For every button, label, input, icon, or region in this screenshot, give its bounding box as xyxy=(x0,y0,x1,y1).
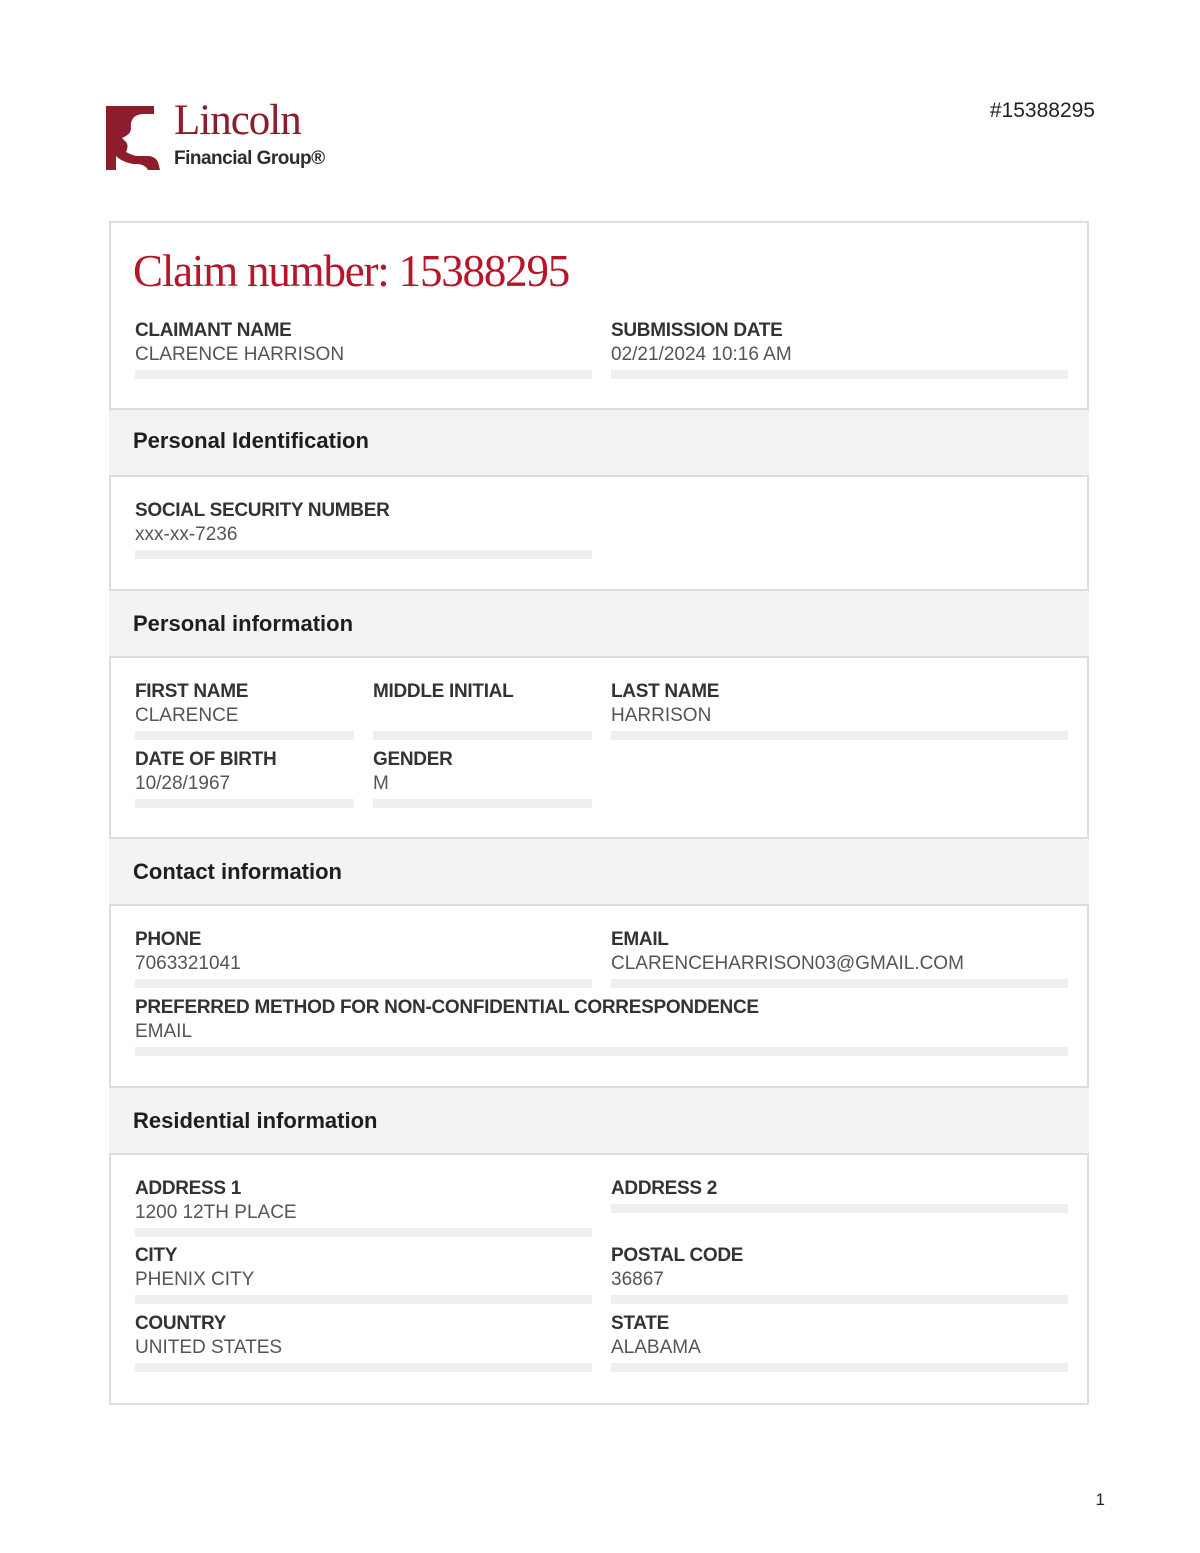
middle-initial-field xyxy=(373,680,592,740)
field-label: MIDDLE INITIAL xyxy=(373,681,514,702)
gender-field xyxy=(373,748,592,808)
address1-field xyxy=(135,1177,592,1237)
field-underline xyxy=(135,979,592,988)
date-of-birth-field xyxy=(135,748,354,808)
field-value: M xyxy=(373,773,389,794)
section-header-personal-identification xyxy=(109,410,1089,475)
field-label: DATE OF BIRTH xyxy=(135,749,277,770)
field-label: STATE xyxy=(611,1313,669,1334)
submission-date-field xyxy=(611,319,1068,379)
field-label: COUNTRY xyxy=(135,1313,227,1334)
field-underline xyxy=(135,550,592,559)
logo-wordmark: Lincoln xyxy=(174,97,301,144)
field-underline xyxy=(611,731,1068,740)
field-underline xyxy=(135,731,354,740)
field-underline xyxy=(135,799,354,808)
logo-subtitle: Financial Group® xyxy=(174,148,325,169)
section-header-contact-information xyxy=(109,839,1089,904)
field-label: PHONE xyxy=(135,929,202,950)
personal-information-card xyxy=(109,656,1089,839)
first-name-field xyxy=(135,680,354,740)
field-label: CLAIMANT NAME xyxy=(135,320,292,341)
document-id: #15388295 xyxy=(989,99,1095,122)
last-name-field xyxy=(611,680,1068,740)
field-underline xyxy=(135,1363,592,1372)
residential-information-card xyxy=(109,1153,1089,1405)
field-value: CLARENCE xyxy=(135,705,239,726)
field-value: 10/28/1967 xyxy=(135,773,231,794)
field-label: SOCIAL SECURITY NUMBER xyxy=(135,500,390,521)
field-underline xyxy=(611,1363,1068,1372)
field-value: EMAIL xyxy=(135,1021,193,1042)
field-value: CLARENCE HARRISON xyxy=(135,344,345,365)
field-value: HARRISON xyxy=(611,705,712,726)
field-label: FIRST NAME xyxy=(135,681,249,702)
claimant-name-field xyxy=(135,319,592,379)
email-field xyxy=(611,928,1068,988)
field-underline xyxy=(135,1295,592,1304)
field-label: CITY xyxy=(135,1245,178,1266)
field-label: SUBMISSION DATE xyxy=(611,320,783,341)
field-label: EMAIL xyxy=(611,929,669,950)
field-underline xyxy=(135,1228,592,1237)
claim-number-title: Claim number: 15388295 xyxy=(133,246,570,296)
field-value: 1200 12TH PLACE xyxy=(135,1202,297,1223)
section-title: Personal Identification xyxy=(133,428,369,453)
city-field xyxy=(135,1244,592,1304)
field-value: 02/21/2024 10:16 AM xyxy=(611,344,792,365)
section-header-residential-information xyxy=(109,1088,1089,1153)
field-underline xyxy=(611,979,1068,988)
field-value: 7063321041 xyxy=(135,953,241,974)
field-value: CLARENCEHARRISON03@GMAIL.COM xyxy=(611,953,964,974)
field-underline xyxy=(611,1295,1068,1304)
ssn-field xyxy=(135,499,592,559)
field-value: PHENIX CITY xyxy=(135,1269,255,1290)
field-label: ADDRESS 2 xyxy=(611,1178,718,1199)
claim-summary-card xyxy=(109,221,1089,410)
field-label: PREFERRED METHOD FOR NON-CONFIDENTIAL CORRESPONDENCE xyxy=(135,997,759,1018)
phone-field xyxy=(135,928,592,988)
field-underline xyxy=(373,799,592,808)
field-label: ADDRESS 1 xyxy=(135,1178,242,1199)
section-title: Personal information xyxy=(133,611,354,636)
lincoln-profile-icon xyxy=(104,102,166,170)
contact-information-card xyxy=(109,904,1089,1088)
personal-identification-card xyxy=(109,475,1089,591)
field-underline xyxy=(373,731,592,740)
field-value: UNITED STATES xyxy=(135,1337,283,1358)
country-field xyxy=(135,1312,592,1372)
address2-field xyxy=(611,1177,1068,1213)
field-value: xxx-xx-7236 xyxy=(135,524,238,545)
field-value: ALABAMA xyxy=(611,1337,701,1358)
field-underline xyxy=(611,1204,1068,1213)
field-label: GENDER xyxy=(373,749,453,770)
state-field xyxy=(611,1312,1068,1372)
field-value: 36867 xyxy=(611,1269,664,1290)
field-underline xyxy=(135,1047,1068,1056)
field-label: LAST NAME xyxy=(611,681,720,702)
company-logo xyxy=(104,97,344,175)
section-title: Contact information xyxy=(133,859,342,884)
field-underline xyxy=(611,370,1068,379)
section-title: Residential information xyxy=(133,1108,378,1133)
page-number: 1 xyxy=(1095,1490,1105,1509)
postal-code-field xyxy=(611,1244,1068,1304)
section-header-personal-information xyxy=(109,591,1089,656)
field-value xyxy=(373,704,592,728)
field-underline xyxy=(135,370,592,379)
preferred-correspondence-field xyxy=(135,996,1068,1056)
field-label: POSTAL CODE xyxy=(611,1245,744,1266)
